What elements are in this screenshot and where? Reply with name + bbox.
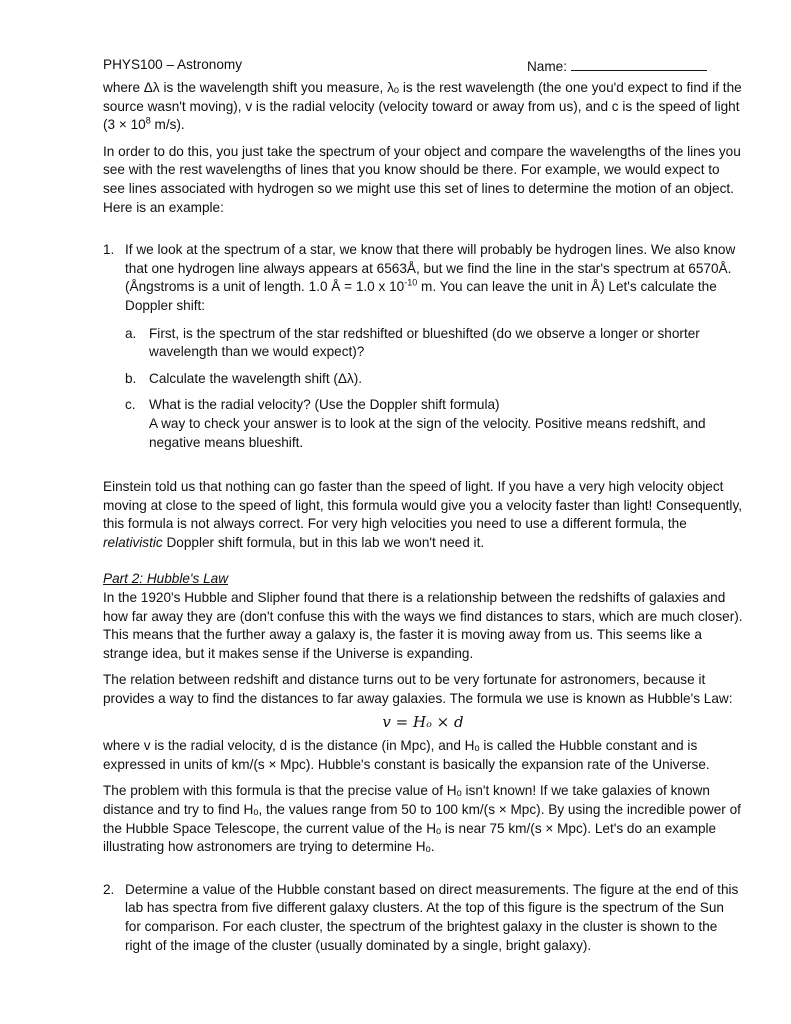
q1-text-b: m. You can leave the unit in Å) Let's calculate the Doppler shift: — [125, 279, 717, 313]
part2-paragraph-4: The problem with this formula is that the precise value of Hₒ isn't known! If we take galaxies of known distance and try to find Hₒ, the values range from 50 to 100 km/(s × Mpc). By using the incredible power of the Hubble Space Telescope, the current value of the Hₒ is near 75 km/(s × Mpc). Let's do an example illustrating how astronomers are trying to determine Hₒ. — [103, 783, 741, 855]
intro-paragraph-1 — [103, 79, 743, 135]
einstein-pre: Einstein told us that nothing can go faster than the speed of light. If you have a very high velocity object moving at close to the speed of light, this formula would give you a velocity faster than light! Consequently, this formula is not always correct. For very high velocities you need to use a different formula, the — [103, 479, 743, 532]
course-title: PHYS100 – Astronomy — [103, 57, 243, 72]
hubble-law-formula: v = Hₒ × d — [382, 712, 464, 731]
einstein-post: Doppler shift formula, but in this lab we won't need it. — [162, 534, 485, 550]
question-1 — [103, 241, 743, 460]
part2-paragraph-2: The relation between redshift and distance turns out to be very fortunate for astronomers, because it provides a way to find the distances to far away galaxies. The formula we use is known as Hubble's Law: — [103, 672, 733, 707]
page-header — [103, 56, 743, 76]
intro-p1-end: m/s). — [150, 117, 185, 133]
name-blank-line — [571, 56, 707, 71]
intro-paragraph-2: In order to do this, you just take the spectrum of your object and compare the wavelengths of the lines you see with the rest wavelengths of lines that you know should be there. For example, we would expect to see lines associated with hydrogen so we might use this set of lines to determine the motion of an object. Here is an example: — [103, 143, 741, 215]
einstein-paragraph — [103, 478, 743, 552]
question-2-text: Determine a value of the Hubble constant based on direct measurements. The figure at the end of this lab has spectra from five different galaxy clusters. At the top of this figure is the spectrum of the Sun for comparison. For each cluster, the spectrum of the brightest galaxy in the cluster is shown to the right of the image of the cluster (usually dominated by a single, bright galaxy). — [125, 881, 739, 953]
question-1a — [125, 325, 743, 362]
question-1b — [125, 370, 743, 389]
q1-exponent: -10 — [404, 277, 418, 288]
document-page — [103, 56, 743, 963]
question-1c — [125, 396, 743, 452]
q1c-extra: A way to check your answer is to look at the sign of the velocity. Positive means redshift, and negative means blueshift. — [149, 415, 706, 450]
einstein-emphasis: relativistic — [103, 534, 163, 550]
name-label: Name: — [526, 59, 567, 74]
q1c-text: What is the radial velocity? (Use the Doppler shift formula) — [149, 397, 500, 413]
q1a-label: a. — [125, 325, 137, 341]
q1-text-a: If we look at the spectrum of a star, we know that there will probably be hydrogen lines. We also know that one hydrogen line always appears at 6563Å, but we find the line in the star's spectrum at 6570Å. (Ångstroms is a unit of length. 1.0 Å = 1.0 x 10 — [125, 242, 736, 295]
question-1-text — [125, 241, 743, 315]
intro-p1-exponent: 8 — [145, 115, 151, 126]
q1a-text: First, is the spectrum of the star redshifted or blueshifted (do we observe a longer or shorter wavelength than we would expect)? — [149, 325, 700, 360]
part2-paragraph-1: In the 1920's Hubble and Slipher found that there is a relationship between the redshifts of galaxies and how far away they are (don't confuse this with the ways we find distances to stars, which are much closer). This means that the further away a galaxy is, the faster it is moving away from us. This seems like a strange idea, but it makes sense if the Universe is expanding. — [103, 590, 743, 661]
question-1-number: 1. — [103, 242, 115, 258]
question-2-number: 2. — [103, 881, 115, 897]
question-2 — [103, 881, 743, 955]
q1b-text: Calculate the wavelength shift (Δλ). — [149, 370, 363, 386]
intro-p1-text: where Δλ is the wavelength shift you measure, λₒ is the rest wavelength (the one you'd expect to find if the source wasn't moving), v is the radial velocity (velocity toward or away from us), and c is the speed of light (3 × 10 — [103, 80, 742, 133]
part2-paragraph-3: where v is the radial velocity, d is the distance (in Mpc), and Hₒ is called the Hubble constant and is expressed in units of km/(s × Mpc). Hubble's constant is basically the expansion rate of the Universe. — [103, 738, 710, 772]
q1b-label: b. — [125, 370, 137, 386]
q1c-label: c. — [125, 397, 136, 413]
name-field-group — [527, 56, 707, 76]
part2-heading: Part 2: Hubble's Law — [103, 571, 229, 587]
